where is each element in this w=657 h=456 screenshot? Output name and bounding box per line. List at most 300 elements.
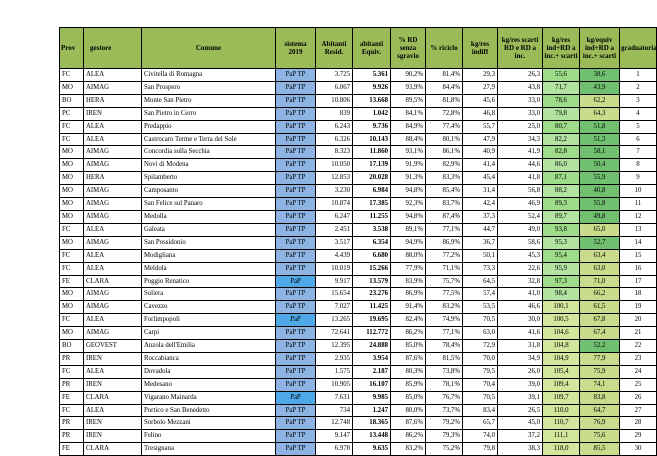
cell-kg-res-ind: 100,5: [543, 314, 580, 327]
cell-rd-senza-sgravio: 93,1%: [391, 146, 426, 159]
cell-sistema: PaP TP: [276, 378, 316, 391]
cell-graduatoria: 4: [620, 107, 657, 120]
cell-kg-equiv-ind: 55,8: [580, 198, 620, 211]
cell-kg-res-ind: 98,4: [543, 288, 580, 301]
cell-kg-indiff: 36,7: [463, 236, 498, 249]
cell-kg-scarti: 41,9: [498, 146, 543, 159]
cell-abitanti-resid: 1.575: [316, 365, 353, 378]
cell-kg-equiv-ind: 67,4: [580, 327, 620, 340]
table-row: [60, 210, 657, 223]
cell-comune: San Prospero: [142, 81, 276, 94]
cell-comune: Galeata: [142, 223, 276, 236]
ranking-table: [59, 27, 657, 456]
cell-comune: Novi di Modena: [142, 159, 276, 172]
cell-sistema: PaP TP: [276, 210, 316, 223]
cell-kg-indiff: 70,5: [463, 391, 498, 404]
cell-graduatoria: 27: [620, 404, 657, 417]
cell-kg-equiv-ind: 63,0: [580, 262, 620, 275]
cell-prov: PR: [60, 352, 84, 365]
cell-riciclo: 83,7%: [426, 198, 463, 211]
cell-riciclo: 73,7%: [426, 404, 463, 417]
cell-riciclo: 76,7%: [426, 391, 463, 404]
cell-prov: MO: [60, 185, 84, 198]
cell-graduatoria: 13: [620, 223, 657, 236]
header-row: [60, 28, 657, 69]
cell-kg-scarti: 30,0: [498, 314, 543, 327]
cell-abitanti-equiv: 6.680: [353, 249, 391, 262]
cell-abitanti-resid: 10.019: [316, 262, 353, 275]
cell-gestore: ALEA: [84, 223, 142, 236]
table-row: [60, 146, 657, 159]
cell-abitanti-resid: 9.917: [316, 275, 353, 288]
cell-kg-scarti: 52,4: [498, 210, 543, 223]
cell-gestore: ALEA: [84, 249, 142, 262]
cell-gestore: AIMAG: [84, 159, 142, 172]
table-row: [60, 314, 657, 327]
cell-rd-senza-sgravio: 88,0%: [391, 249, 426, 262]
table-row: [60, 352, 657, 365]
cell-sistema: PaP TP: [276, 159, 316, 172]
cell-abitanti-equiv: 3.954: [353, 352, 391, 365]
cell-kg-scarti: 43,8: [498, 81, 543, 94]
cell-comune: Dovadola: [142, 365, 276, 378]
cell-sistema: PaP TP: [276, 443, 316, 456]
cell-kg-indiff: 70,4: [463, 378, 498, 391]
cell-kg-equiv-ind: 74,1: [580, 378, 620, 391]
cell-kg-indiff: 70,5: [463, 314, 498, 327]
cell-abitanti-equiv: 19.695: [353, 314, 391, 327]
cell-graduatoria: 29: [620, 430, 657, 443]
table-row: [60, 185, 657, 198]
header-prov: Prov: [60, 28, 84, 69]
cell-kg-indiff: 72,9: [463, 340, 498, 353]
cell-prov: FC: [60, 262, 84, 275]
cell-prov: MO: [60, 172, 84, 185]
cell-kg-scarti: 41,8: [498, 172, 543, 185]
cell-sistema: PaP TP: [276, 81, 316, 94]
header-kg-equiv-ind: kg/equiv ind+RD a inc.+ scarti: [580, 28, 620, 69]
cell-kg-equiv-ind: 65,0: [580, 223, 620, 236]
cell-gestore: ALEA: [84, 69, 142, 82]
table-row: [60, 223, 657, 236]
cell-rd-senza-sgravio: 83,9%: [391, 275, 426, 288]
cell-kg-equiv-ind: 77,9: [580, 352, 620, 365]
cell-gestore: GEOVEST: [84, 340, 142, 353]
cell-kg-equiv-ind: 50,4: [580, 159, 620, 172]
cell-graduatoria: 14: [620, 236, 657, 249]
cell-abitanti-resid: 6.243: [316, 120, 353, 133]
cell-prov: FC: [60, 133, 84, 146]
cell-kg-scarti: 22,6: [498, 262, 543, 275]
cell-abitanti-equiv: 9.926: [353, 81, 391, 94]
cell-kg-equiv-ind: 51,8: [580, 120, 620, 133]
cell-kg-indiff: 83,4: [463, 404, 498, 417]
cell-graduatoria: 18: [620, 288, 657, 301]
cell-kg-res-ind: 111,1: [543, 430, 580, 443]
cell-kg-equiv-ind: 52,7: [580, 236, 620, 249]
table-row: [60, 133, 657, 146]
cell-graduatoria: 21: [620, 327, 657, 340]
cell-kg-indiff: 57,4: [463, 288, 498, 301]
cell-gestore: AIMAG: [84, 185, 142, 198]
cell-kg-res-ind: 109,7: [543, 391, 580, 404]
cell-kg-res-ind: 104,6: [543, 327, 580, 340]
cell-kg-indiff: 73,3: [463, 262, 498, 275]
table-row: [60, 288, 657, 301]
cell-prov: PR: [60, 378, 84, 391]
cell-abitanti-resid: 10.050: [316, 159, 353, 172]
cell-kg-indiff: 31,4: [463, 185, 498, 198]
cell-prov: MO: [60, 210, 84, 223]
cell-graduatoria: 23: [620, 352, 657, 365]
cell-kg-res-ind: 95,3: [543, 236, 580, 249]
cell-kg-indiff: 53,5: [463, 301, 498, 314]
cell-comune: Castrocaro Terme e Terra del Sole: [142, 133, 276, 146]
cell-sistema: PaP TP: [276, 236, 316, 249]
cell-riciclo: 83,3%: [426, 172, 463, 185]
cell-sistema: PaP TP: [276, 120, 316, 133]
cell-sistema: PaP TP: [276, 365, 316, 378]
cell-gestore: AIMAG: [84, 210, 142, 223]
cell-abitanti-equiv: 10.143: [353, 133, 391, 146]
cell-sistema: PaP TP: [276, 172, 316, 185]
table-row: [60, 327, 657, 340]
cell-graduatoria: 7: [620, 146, 657, 159]
cell-gestore: AIMAG: [84, 288, 142, 301]
cell-prov: FC: [60, 404, 84, 417]
cell-riciclo: 79,2%: [426, 417, 463, 430]
table-row: [60, 443, 657, 456]
cell-rd-senza-sgravio: 91,9%: [391, 159, 426, 172]
cell-gestore: AIMAG: [84, 327, 142, 340]
cell-abitanti-resid: 10.905: [316, 378, 353, 391]
cell-comune: Medolla: [142, 210, 276, 223]
cell-riciclo: 78,1%: [426, 378, 463, 391]
cell-rd-senza-sgravio: 92,3%: [391, 198, 426, 211]
cell-kg-scarti: 44,6: [498, 159, 543, 172]
cell-abitanti-equiv: 2.187: [353, 365, 391, 378]
cell-riciclo: 81,8%: [426, 94, 463, 107]
cell-abitanti-resid: 2.451: [316, 223, 353, 236]
cell-gestore: AIMAG: [84, 236, 142, 249]
cell-graduatoria: 12: [620, 210, 657, 223]
cell-kg-res-ind: 100,1: [543, 301, 580, 314]
cell-abitanti-resid: 734: [316, 404, 353, 417]
cell-kg-res-ind: 104,8: [543, 340, 580, 353]
cell-comune: San Possidonio: [142, 236, 276, 249]
cell-riciclo: 85,4%: [426, 185, 463, 198]
cell-kg-res-ind: 87,1: [543, 172, 580, 185]
table-row: [60, 198, 657, 211]
cell-kg-res-ind: 105,4: [543, 365, 580, 378]
cell-gestore: CLARA: [84, 275, 142, 288]
table-row: [60, 391, 657, 404]
cell-kg-scarti: 32,8: [498, 275, 543, 288]
cell-abitanti-equiv: 11.255: [353, 210, 391, 223]
cell-abitanti-resid: 12.853: [316, 172, 353, 185]
cell-riciclo: 86,9%: [426, 236, 463, 249]
cell-prov: MO: [60, 236, 84, 249]
cell-gestore: IREN: [84, 417, 142, 430]
cell-abitanti-resid: 12.395: [316, 340, 353, 353]
cell-prov: PR: [60, 430, 84, 443]
cell-graduatoria: 15: [620, 249, 657, 262]
cell-graduatoria: 5: [620, 120, 657, 133]
cell-kg-equiv-ind: 58,1: [580, 146, 620, 159]
cell-prov: PR: [60, 417, 84, 430]
cell-rd-senza-sgravio: 91,4%: [391, 301, 426, 314]
cell-comune: Concordia sulla Secchia: [142, 146, 276, 159]
cell-abitanti-equiv: 6.984: [353, 185, 391, 198]
cell-comune: Roccabianca: [142, 352, 276, 365]
cell-kg-scarti: 45,0: [498, 417, 543, 430]
cell-kg-equiv-ind: 62,2: [580, 94, 620, 107]
cell-sistema: PaP: [276, 314, 316, 327]
cell-abitanti-resid: 10.806: [316, 94, 353, 107]
header-graduatoria: graduatoria: [620, 28, 657, 69]
cell-comune: Cavezzo: [142, 301, 276, 314]
cell-abitanti-resid: 13.265: [316, 314, 353, 327]
table-row: [60, 249, 657, 262]
cell-kg-res-ind: 78,6: [543, 94, 580, 107]
cell-kg-indiff: 37,3: [463, 210, 498, 223]
cell-abitanti-equiv: 13.448: [353, 430, 391, 443]
cell-abitanti-equiv: 16.107: [353, 378, 391, 391]
cell-gestore: IREN: [84, 378, 142, 391]
cell-kg-scarti: 26,0: [498, 365, 543, 378]
cell-kg-scarti: 25,0: [498, 120, 543, 133]
cell-kg-equiv-ind: 66,2: [580, 288, 620, 301]
cell-comune: Civitella di Romagna: [142, 69, 276, 82]
cell-gestore: HERA: [84, 172, 142, 185]
cell-gestore: ALEA: [84, 262, 142, 275]
cell-sistema: PaP TP: [276, 146, 316, 159]
cell-comune: Forlimpopoli: [142, 314, 276, 327]
cell-kg-indiff: 45,4: [463, 172, 498, 185]
table-row: [60, 340, 657, 353]
table-row: [60, 172, 657, 185]
cell-riciclo: 77,4%: [426, 120, 463, 133]
cell-comune: Anzola dell'Emilia: [142, 340, 276, 353]
cell-kg-equiv-ind: 71,0: [580, 275, 620, 288]
cell-comune: Poggio Renatico: [142, 275, 276, 288]
cell-kg-scarti: 56,8: [498, 185, 543, 198]
cell-sistema: PaP TP: [276, 262, 316, 275]
cell-comune: Carpi: [142, 327, 276, 340]
cell-kg-scarti: 45,3: [498, 249, 543, 262]
cell-abitanti-resid: 3.725: [316, 69, 353, 82]
cell-rd-senza-sgravio: 87,6%: [391, 417, 426, 430]
cell-graduatoria: 22: [620, 340, 657, 353]
cell-riciclo: 72,8%: [426, 107, 463, 120]
cell-gestore: IREN: [84, 352, 142, 365]
cell-rd-senza-sgravio: 87,6%: [391, 352, 426, 365]
cell-kg-indiff: 44,7: [463, 223, 498, 236]
cell-rd-senza-sgravio: 83,2%: [391, 443, 426, 456]
cell-rd-senza-sgravio: 89,5%: [391, 94, 426, 107]
cell-kg-indiff: 70,0: [463, 352, 498, 365]
cell-abitanti-resid: 4.439: [316, 249, 353, 262]
cell-sistema: PaP: [276, 391, 316, 404]
table-row: [60, 404, 657, 417]
cell-prov: PC: [60, 107, 84, 120]
cell-graduatoria: 16: [620, 262, 657, 275]
cell-comune: Camposanto: [142, 185, 276, 198]
cell-kg-res-ind: 82,8: [543, 146, 580, 159]
cell-abitanti-resid: 8.323: [316, 146, 353, 159]
cell-comune: Soliera: [142, 288, 276, 301]
cell-graduatoria: 25: [620, 378, 657, 391]
cell-kg-scarti: 49,0: [498, 223, 543, 236]
cell-rd-senza-sgravio: 84,1%: [391, 107, 426, 120]
cell-gestore: ALEA: [84, 133, 142, 146]
cell-graduatoria: 20: [620, 314, 657, 327]
cell-kg-equiv-ind: 85,5: [580, 443, 620, 456]
cell-abitanti-equiv: 1.042: [353, 107, 391, 120]
cell-graduatoria: 3: [620, 94, 657, 107]
cell-kg-res-ind: 97,3: [543, 275, 580, 288]
cell-sistema: PaP TP: [276, 185, 316, 198]
cell-graduatoria: 1: [620, 69, 657, 82]
header-gestore: gestore: [84, 28, 142, 69]
cell-kg-equiv-ind: 55,9: [580, 172, 620, 185]
header-kg-res-ind: kg/res ind+RD a inc.+ scarti: [543, 28, 580, 69]
cell-abitanti-resid: 6.247: [316, 210, 353, 223]
cell-abitanti-equiv: 18.365: [353, 417, 391, 430]
cell-kg-indiff: 64,5: [463, 275, 498, 288]
cell-prov: FC: [60, 120, 84, 133]
cell-abitanti-resid: 2.935: [316, 352, 353, 365]
table-row: [60, 378, 657, 391]
cell-sistema: PaP TP: [276, 352, 316, 365]
cell-abitanti-equiv: 5.361: [353, 69, 391, 82]
cell-kg-indiff: 79,8: [463, 443, 498, 456]
cell-kg-indiff: 79,5: [463, 365, 498, 378]
table-row: [60, 275, 657, 288]
table-row: [60, 81, 657, 94]
cell-abitanti-equiv: 23.276: [353, 288, 391, 301]
cell-gestore: AIMAG: [84, 198, 142, 211]
cell-riciclo: 77,1%: [426, 223, 463, 236]
cell-graduatoria: 26: [620, 391, 657, 404]
cell-kg-indiff: 55,7: [463, 120, 498, 133]
cell-sistema: PaP TP: [276, 133, 316, 146]
cell-kg-equiv-ind: 83,8: [580, 391, 620, 404]
cell-kg-scarti: 33,0: [498, 94, 543, 107]
cell-kg-equiv-ind: 51,3: [580, 133, 620, 146]
cell-kg-res-ind: 86,0: [543, 159, 580, 172]
cell-rd-senza-sgravio: 94,9%: [391, 236, 426, 249]
cell-rd-senza-sgravio: 85,0%: [391, 391, 426, 404]
cell-kg-res-ind: 118,0: [543, 443, 580, 456]
cell-riciclo: 77,5%: [426, 288, 463, 301]
cell-kg-equiv-ind: 75,6: [580, 430, 620, 443]
cell-kg-scarti: 39,0: [498, 378, 543, 391]
cell-riciclo: 73,8%: [426, 365, 463, 378]
cell-abitanti-resid: 12.748: [316, 417, 353, 430]
cell-prov: MO: [60, 159, 84, 172]
cell-sistema: PaP TP: [276, 417, 316, 430]
cell-kg-equiv-ind: 64,7: [580, 404, 620, 417]
cell-riciclo: 75,2%: [426, 443, 463, 456]
cell-comune: Predappio: [142, 120, 276, 133]
cell-kg-equiv-ind: 40,8: [580, 185, 620, 198]
cell-kg-res-ind: 104,9: [543, 352, 580, 365]
cell-kg-scarti: 26,5: [498, 404, 543, 417]
cell-rd-senza-sgravio: 89,1%: [391, 223, 426, 236]
cell-gestore: CLARA: [84, 391, 142, 404]
cell-prov: MO: [60, 288, 84, 301]
cell-prov: FC: [60, 223, 84, 236]
cell-graduatoria: 9: [620, 172, 657, 185]
cell-kg-res-ind: 110,7: [543, 417, 580, 430]
cell-abitanti-resid: 72.641: [316, 327, 353, 340]
cell-prov: FC: [60, 69, 84, 82]
cell-kg-scarti: 46,9: [498, 198, 543, 211]
cell-rd-senza-sgravio: 86,2%: [391, 327, 426, 340]
cell-abitanti-equiv: 13.668: [353, 94, 391, 107]
cell-sistema: PaP TP: [276, 301, 316, 314]
cell-riciclo: 77,2%: [426, 249, 463, 262]
cell-graduatoria: 8: [620, 159, 657, 172]
cell-rd-senza-sgravio: 88,4%: [391, 133, 426, 146]
cell-gestore: AIMAG: [84, 301, 142, 314]
cell-abitanti-equiv: 112.772: [353, 327, 391, 340]
cell-comune: Sorbolo Mezzani: [142, 417, 276, 430]
cell-kg-scarti: 26,3: [498, 69, 543, 82]
cell-sistema: PaP TP: [276, 404, 316, 417]
cell-comune: Spilamberto: [142, 172, 276, 185]
cell-kg-equiv-ind: 49,8: [580, 210, 620, 223]
table-row: [60, 69, 657, 82]
cell-rd-senza-sgravio: 77,9%: [391, 262, 426, 275]
cell-rd-senza-sgravio: 85,9%: [391, 378, 426, 391]
cell-riciclo: 81,5%: [426, 352, 463, 365]
cell-kg-equiv-ind: 52,2: [580, 340, 620, 353]
cell-kg-scarti: 34,3: [498, 133, 543, 146]
cell-comune: Portico e San Benedetto: [142, 404, 276, 417]
cell-kg-indiff: 50,1: [463, 249, 498, 262]
cell-prov: FE: [60, 275, 84, 288]
table-body: [60, 69, 657, 456]
cell-kg-indiff: 27,9: [463, 81, 498, 94]
cell-rd-senza-sgravio: 93,9%: [391, 81, 426, 94]
header-kg-scarti: kg/res scarti RD e RD a inc.: [498, 28, 543, 69]
cell-graduatoria: 19: [620, 301, 657, 314]
cell-rd-senza-sgravio: 86,2%: [391, 430, 426, 443]
cell-kg-scarti: 58,6: [498, 236, 543, 249]
cell-abitanti-resid: 839: [316, 107, 353, 120]
header-abitanti-resid: Abitanti Resid.: [316, 28, 353, 69]
cell-riciclo: 77,1%: [426, 327, 463, 340]
cell-riciclo: 84,4%: [426, 81, 463, 94]
cell-abitanti-resid: 6.067: [316, 81, 353, 94]
table-container: [59, 27, 657, 456]
cell-prov: FC: [60, 249, 84, 262]
cell-prov: MO: [60, 301, 84, 314]
cell-abitanti-equiv: 11.860: [353, 146, 391, 159]
cell-riciclo: 82,9%: [426, 159, 463, 172]
cell-abitanti-equiv: 15.266: [353, 262, 391, 275]
cell-kg-res-ind: 109,4: [543, 378, 580, 391]
table-row: [60, 94, 657, 107]
cell-kg-indiff: 42,4: [463, 198, 498, 211]
cell-abitanti-equiv: 13.579: [353, 275, 391, 288]
cell-riciclo: 79,3%: [426, 430, 463, 443]
table-row: [60, 107, 657, 120]
cell-riciclo: 74,9%: [426, 314, 463, 327]
cell-kg-scarti: 33,0: [498, 107, 543, 120]
